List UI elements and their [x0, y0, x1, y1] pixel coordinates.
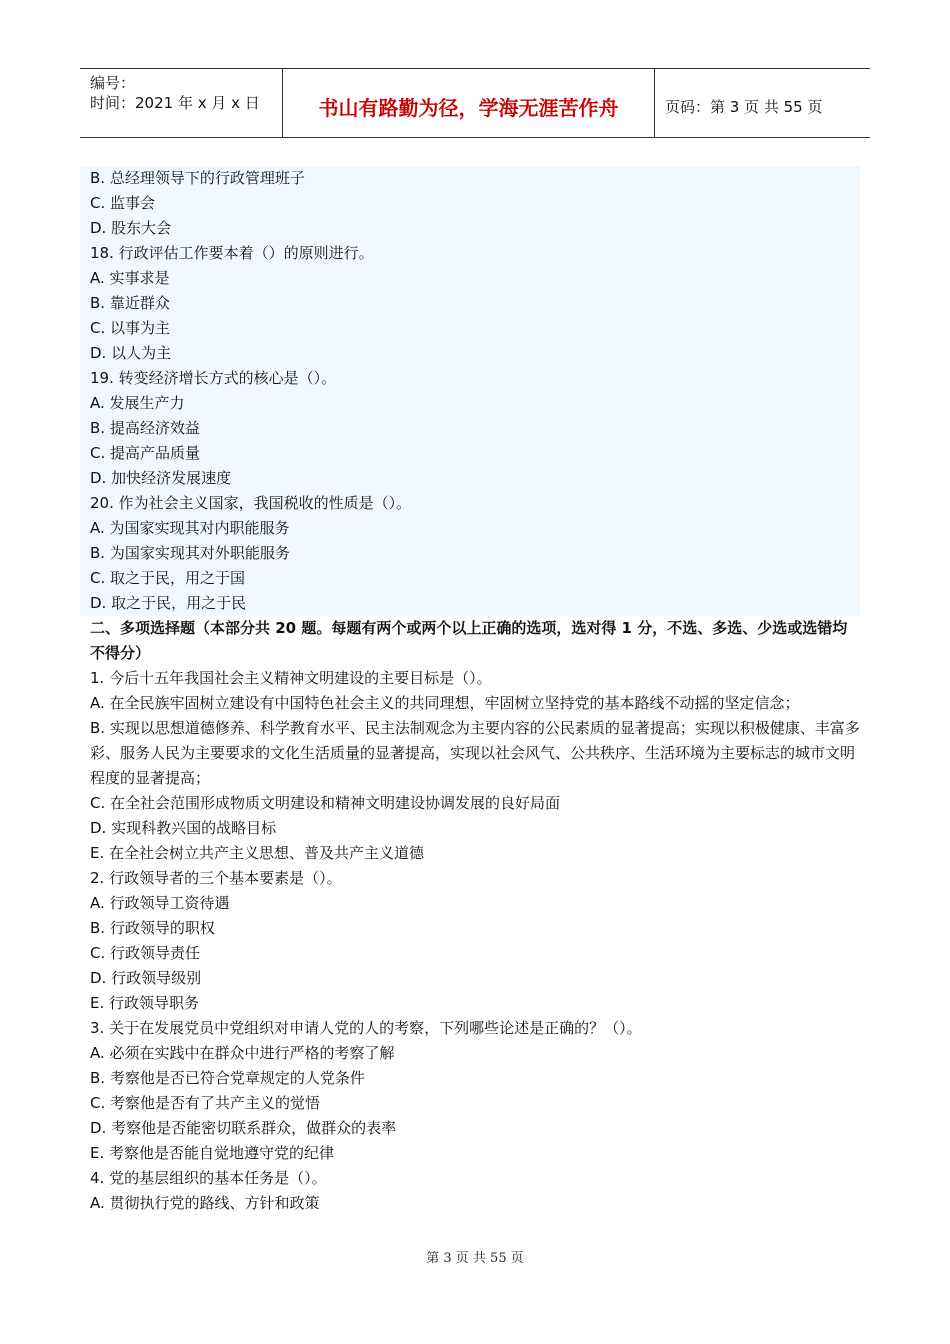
text-line: C. 以事为主	[90, 319, 171, 337]
section-2	[80, 616, 860, 1216]
text-line: A. 为国家实现其对内职能服务	[90, 519, 290, 537]
question-19: 19. 转变经济增长方式的核心是（）。	[90, 369, 337, 387]
text-line: B. 为国家实现其对外职能服务	[90, 544, 290, 562]
text-line: C. 取之于民，用之于国	[90, 569, 246, 587]
text-line: B. 提高经济效益	[90, 419, 200, 437]
text-line: D. 以人为主	[90, 344, 172, 362]
text-line: A. 实事求是	[90, 269, 170, 287]
text-line: B. 靠近群众	[90, 294, 170, 312]
question-18: 18. 行政评估工作要本着（）的原则进行。	[90, 244, 374, 262]
shaded-question-block	[80, 166, 860, 616]
header-motto: 书山有路勤为径，学海无涯苦作舟	[282, 69, 655, 137]
question-1-option-b: B. 实现以思想道德修养、科学教育水平、民主法制观念为主要内容的公民素质的显著提高；实现以积极健康、丰富多彩、服务人民为主要要求的文化生活质量的显著提高，实现以社会风气、公共秩序、生活环境为主要标志的城市文明程度的显著提高；	[90, 719, 860, 787]
section-2-title: 二、多项选择题（本部分共 20 题。每题有两个或两个以上正确的选项，选对得 1 分，不选、多选、少选或选错均不得分）	[90, 619, 848, 662]
question-1: 1. 今后十五年我国社会主义精神文明建设的主要目标是（）。	[90, 669, 492, 687]
text-line: E. 行政领导职务	[90, 994, 200, 1012]
question-1-option-a: A. 在全民族牢固树立建设有中国特色社会主义的共同理想，牢固树立坚持党的基本路线不动摇的坚定信念；	[90, 694, 800, 712]
text-line: D. 考察他是否能密切联系群众，做群众的表率	[90, 1119, 397, 1137]
question-20: 20. 作为社会主义国家，我国税收的性质是（）。	[90, 494, 412, 512]
text-line: D. 行政领导级别	[90, 969, 202, 987]
text-line: E. 考察他是否能自觉地遵守党的纪律	[90, 1144, 335, 1162]
text-line: D. 股东大会	[90, 219, 172, 237]
document-body	[80, 166, 860, 1216]
question-4: 4. 党的基层组织的基本任务是（）。	[90, 1169, 327, 1187]
text-line: A. 发展生产力	[90, 394, 185, 412]
header-meta	[80, 69, 282, 137]
text-line: A. 必须在实践中在群众中进行严格的考察了解	[90, 1044, 395, 1062]
text-line: D. 加快经济发展速度	[90, 469, 232, 487]
text-line: B. 总经理领导下的行政管理班子	[90, 169, 305, 187]
text-line: C. 监事会	[90, 194, 156, 212]
page-header	[80, 68, 870, 138]
text-line: C. 行政领导责任	[90, 944, 201, 962]
question-2: 2. 行政领导者的三个基本要素是（）。	[90, 869, 342, 887]
page-footer: 第 3 页 共 55 页	[426, 1251, 524, 1266]
question-1-option-e: E. 在全社会树立共产主义思想、普及共产主义道德	[90, 844, 425, 862]
header-page-info: 页码：第 3 页 共 55 页	[665, 97, 823, 116]
text-line: D. 取之于民，用之于民	[90, 594, 247, 612]
question-3: 3. 关于在发展党员中党组织对申请人党的人的考察，下列哪些论述是正确的？（）。	[90, 1019, 642, 1037]
text-line: B. 考察他是否已符合党章规定的人党条件	[90, 1069, 365, 1087]
serial-label: 编号：	[90, 74, 136, 92]
question-1-option-d: D. 实现科教兴国的战略目标	[90, 819, 277, 837]
date-label: 时间：2021 年 x 月 x 日	[90, 94, 260, 112]
text-line: A. 贯彻执行党的路线、方针和政策	[90, 1194, 320, 1212]
text-line: B. 行政领导的职权	[90, 919, 215, 937]
text-line: C. 考察他是否有了共产主义的觉悟	[90, 1094, 321, 1112]
question-1-option-c: C. 在全社会范围形成物质文明建设和精神文明建设协调发展的良好局面	[90, 794, 561, 812]
text-line: C. 提高产品质量	[90, 444, 201, 462]
text-line: A. 行政领导工资待遇	[90, 894, 230, 912]
